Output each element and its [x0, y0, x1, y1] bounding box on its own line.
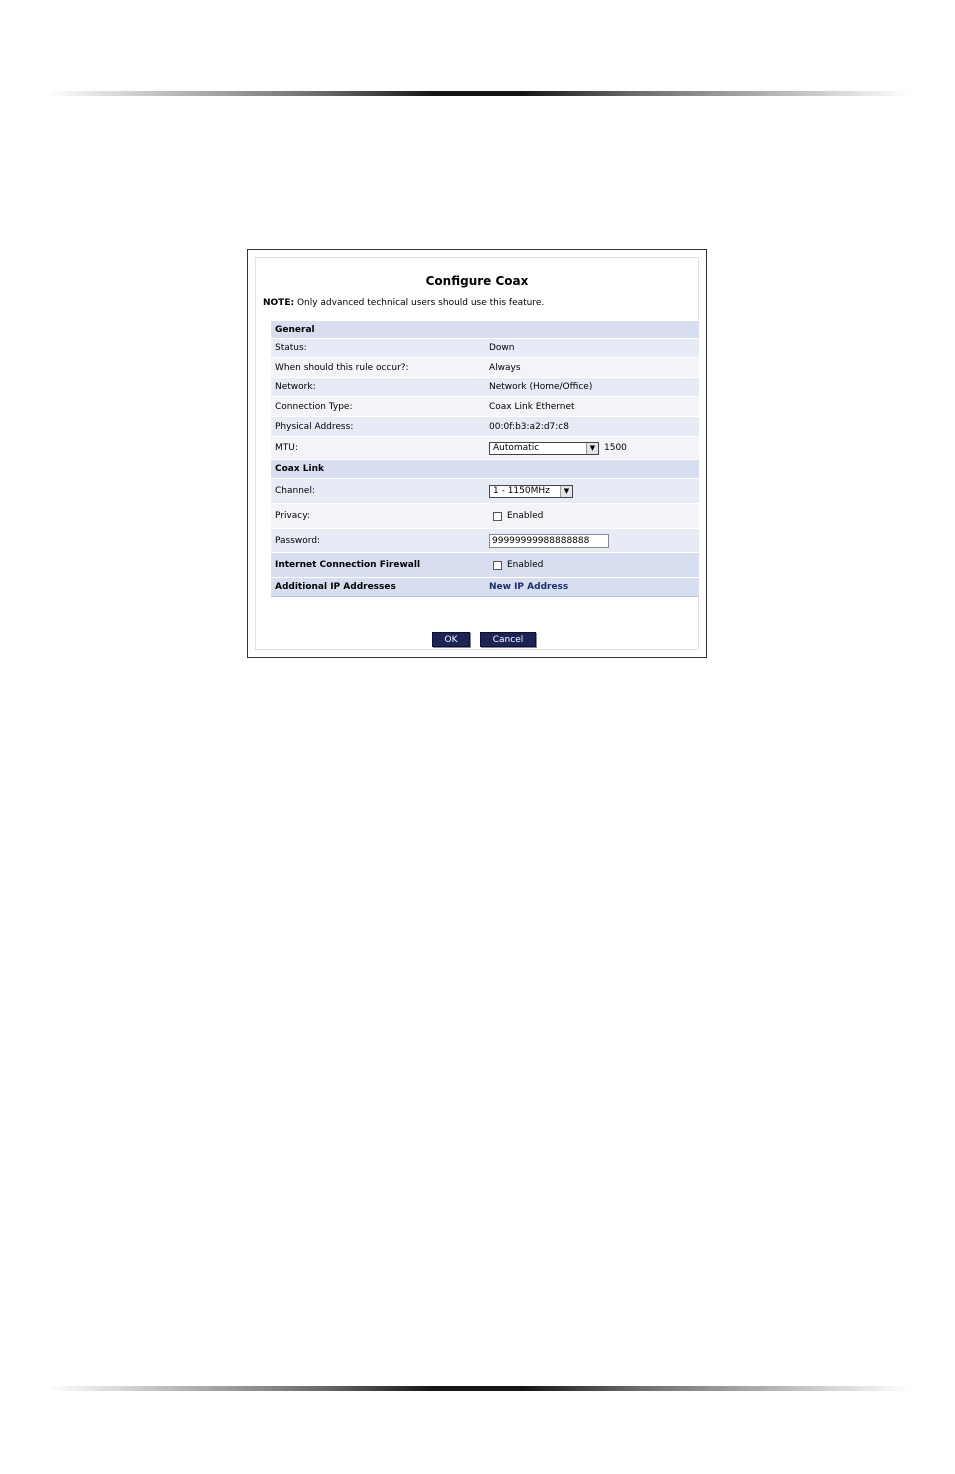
row-label: Additional IP Addresses [275, 582, 396, 592]
row-label: Connection Type: [275, 401, 353, 412]
bottom-decorative-rule [46, 1386, 910, 1391]
note-text [263, 298, 544, 308]
channel-controls [489, 485, 573, 498]
chevron-down-icon[interactable]: ▼ [560, 486, 572, 497]
firewall-checkbox[interactable] [493, 561, 502, 570]
chevron-down-icon[interactable]: ▼ [586, 443, 598, 454]
cancel-button[interactable]: Cancel [480, 632, 536, 647]
channel-select-value: 1 - 1150MHz [493, 485, 550, 496]
firewall-checkbox-label: Enabled [507, 560, 544, 570]
table-row-connection-type [271, 396, 699, 416]
note-message: Only advanced technical users should use this feature. [294, 298, 545, 308]
section-title: Coax Link [275, 464, 325, 474]
note-label: NOTE: [263, 298, 295, 308]
row-label: Password: [275, 535, 321, 546]
settings-table [271, 320, 699, 597]
configure-coax-dialog [247, 249, 707, 658]
mtu-select[interactable] [489, 442, 599, 455]
privacy-checkbox-label: Enabled [507, 511, 544, 521]
table-row-password [271, 528, 699, 552]
dialog-title: Configure Coax [425, 274, 529, 288]
row-label: Network: [275, 382, 316, 392]
row-label: Internet Connection Firewall [275, 560, 421, 570]
row-label: Channel: [275, 486, 315, 496]
ok-button[interactable]: OK [432, 632, 470, 647]
privacy-checkbox[interactable] [493, 512, 502, 521]
row-value: Always [489, 362, 521, 373]
table-row-mtu [271, 436, 699, 459]
new-ip-address-link[interactable]: New IP Address [489, 582, 569, 592]
top-decorative-rule [46, 91, 910, 96]
row-label: Privacy: [275, 511, 310, 521]
section-header-coax-link [271, 459, 699, 478]
privacy-controls [489, 511, 543, 521]
table-row-physical-address [271, 416, 699, 436]
mtu-value: 1500 [604, 443, 627, 453]
section-header-general [271, 320, 699, 338]
row-label: When should this rule occur?: [275, 362, 409, 373]
dialog-body [255, 257, 699, 650]
table-row-channel [271, 478, 699, 503]
mtu-select-value: Automatic [493, 442, 540, 453]
table-row-privacy [271, 503, 699, 528]
table-row-additional-ip [271, 577, 699, 596]
firewall-controls [489, 560, 543, 570]
password-controls [489, 534, 609, 548]
row-label: MTU: [275, 443, 298, 453]
row-label: Physical Address: [275, 421, 354, 432]
table-row-status [271, 338, 699, 357]
channel-select[interactable] [489, 485, 573, 498]
row-value: 00:0f:b3:a2:d7:c8 [489, 421, 569, 432]
mtu-controls [489, 442, 627, 455]
password-field[interactable]: 99999999988888888 [489, 534, 609, 548]
row-label: Status: [275, 343, 307, 353]
table-row-network [271, 377, 699, 396]
row-value: Down [489, 343, 515, 353]
table-row-rule-occur [271, 357, 699, 377]
table-row-firewall [271, 552, 699, 577]
row-value: Network (Home/Office) [489, 382, 593, 392]
section-title: General [275, 324, 315, 335]
row-value: Coax Link Ethernet [489, 401, 575, 412]
additional-ip-controls [489, 582, 568, 592]
